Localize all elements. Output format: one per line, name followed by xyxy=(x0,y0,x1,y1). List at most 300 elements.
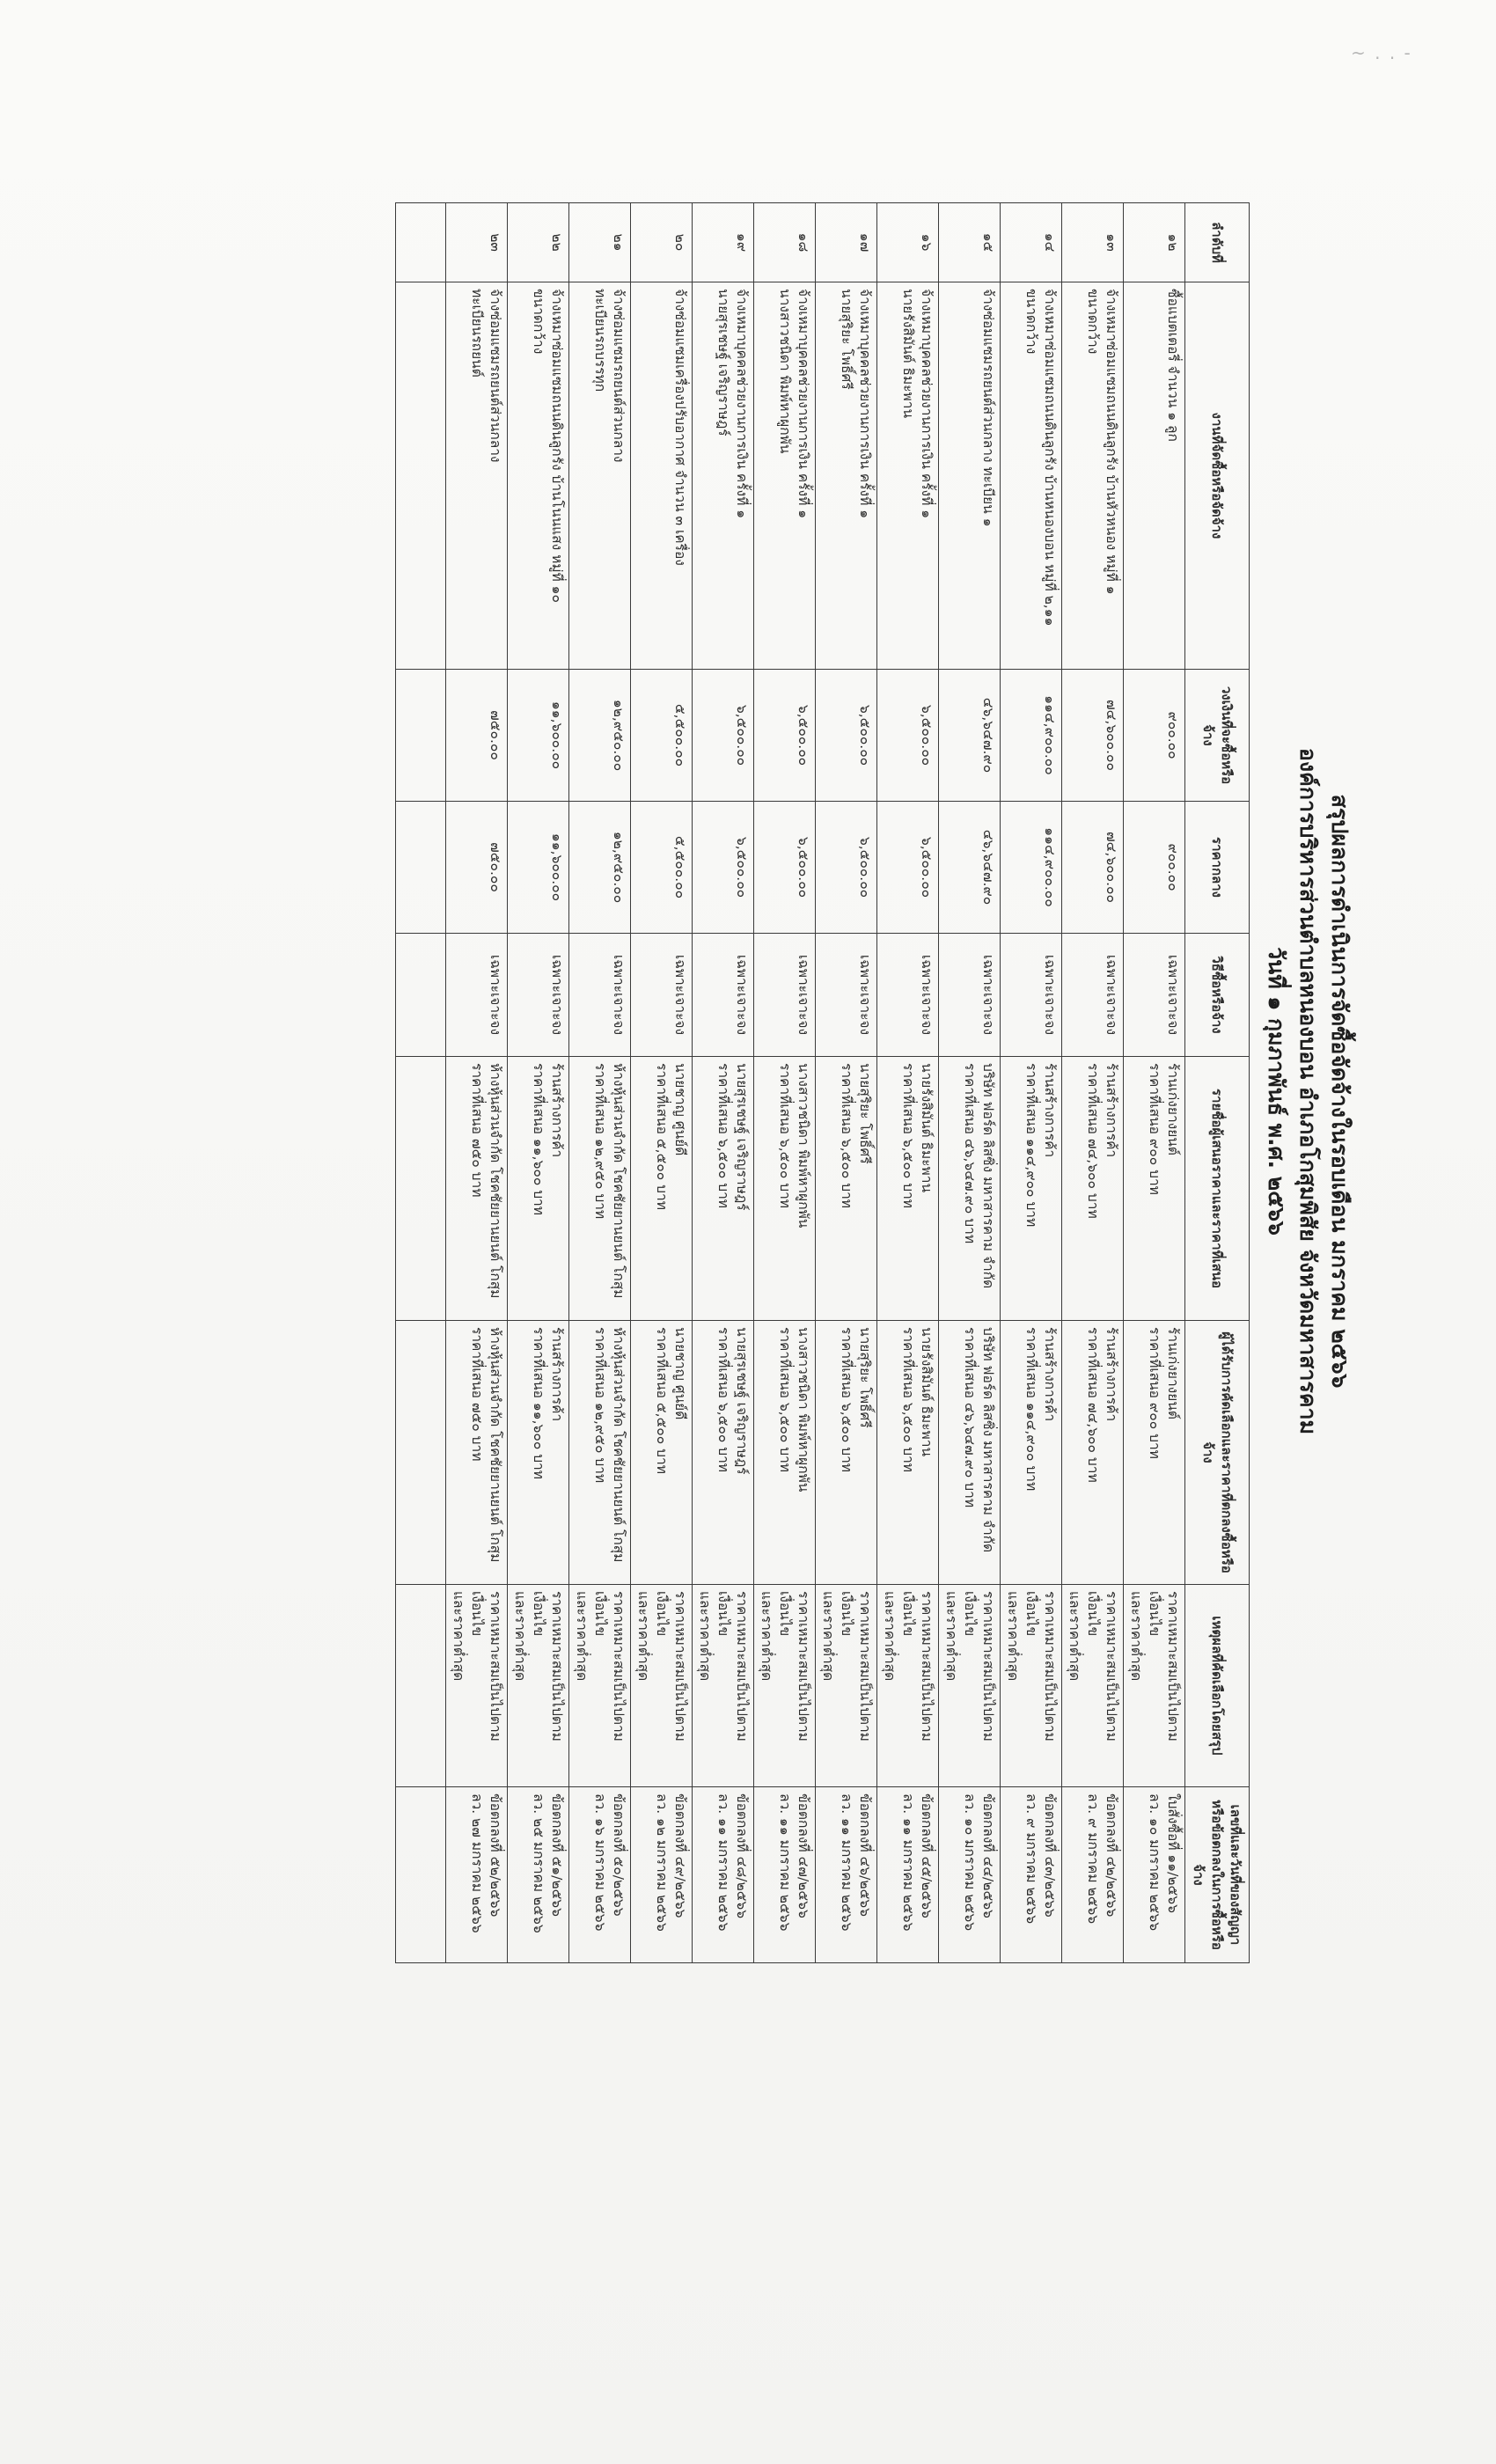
cell-reason xyxy=(877,1585,939,1787)
cell-method xyxy=(569,934,631,1057)
cell-contract-text: ข้อตกลงที่ ๔๘/๒๕๖๖ xyxy=(734,1793,750,1919)
cell-reason-text: ราคาเหมาะสมเป็นไปตามเงื่อนไข xyxy=(839,1591,873,1742)
cell-reason-text: ราคาเหมาะสมเป็นไปตามเงื่อนไข xyxy=(1023,1591,1058,1742)
cell-reason-text-line2: และราคาต่ำสุด xyxy=(943,1591,959,1682)
cell-method-text: เฉพาะเจาะจง xyxy=(796,954,811,1036)
cell-budget-text: ๔๖,๖๔๗.๙๐ xyxy=(980,697,996,774)
cell-winner-text: ร้านสร้างการค้า xyxy=(1042,1327,1058,1422)
cell-method-text: เฉพาะเจาะจง xyxy=(1104,954,1119,1036)
cell-contract-text-line2: ลว. ๑๑ มกราคม ๒๕๖๖ xyxy=(777,1793,793,1932)
cell-winner-text-line2: ราคาที่เสนอ ๑๒,๙๕๐ บาท xyxy=(592,1327,608,1484)
cell-median-price-text: ๑๒,๙๕๐.๐๐ xyxy=(611,831,627,904)
cell-winner-text: นางสาวชนิดา พิมพ์หาผูกพัน xyxy=(796,1327,811,1492)
cell-contract-text-line2: ลว. ๙ มกราคม ๒๕๖๖ xyxy=(1023,1793,1039,1925)
cell-item-text: จ้างเหมาบุคคลช่วยงานการเงิน ครั้งที่ ๑ xyxy=(919,289,935,519)
cell-budget xyxy=(816,670,877,802)
cell-method xyxy=(877,934,939,1057)
cell-item-text-line2: นายสุริยะ โพธิ์ศรี xyxy=(839,289,854,390)
cell-method-text: เฉพาะเจาะจง xyxy=(672,954,688,1036)
cell-no xyxy=(508,203,569,282)
cell-contract-text-line2: ลว. ๑๑ มกราคม ๒๕๖๖ xyxy=(715,1793,731,1932)
cell-contract-text: ข้อตกลงที่ ๔๓/๒๕๖๖ xyxy=(1042,1793,1058,1918)
cell-bidders-text-line2: ราคาที่เสนอ ๗๔,๖๐๐ บาท xyxy=(1085,1063,1101,1219)
cell-no xyxy=(446,203,508,282)
cell-bidders xyxy=(1124,1057,1185,1321)
cell-budget xyxy=(508,670,569,802)
cell-no xyxy=(569,203,631,282)
cell-method-text: เฉพาะเจาะจง xyxy=(611,954,627,1036)
cell-contract-text: ข้อตกลงที่ ๔๔/๒๕๖๖ xyxy=(980,1793,996,1918)
cell-contract xyxy=(631,1787,693,1963)
cell-item-text: จ้างเหมาซ่อมแซมถนนดินลูกรัง บ้านหัวหนอง หมู่ที่ ๑ xyxy=(1104,289,1119,595)
cell-budget-text: ๙๐๐.๐๐ xyxy=(1165,711,1181,759)
cell-median-price-text: ๖,๕๐๐.๐๐ xyxy=(857,836,873,898)
cell-median-price xyxy=(877,802,939,934)
cell-winner-text-line2: ราคาที่เสนอ ๙๐๐ บาท xyxy=(1147,1327,1162,1459)
cell-method xyxy=(816,934,877,1057)
cell-contract-text: ใบสั่งซื้อที่ ๑๑/๒๕๖๖ xyxy=(1165,1793,1181,1913)
cell-budget xyxy=(569,670,631,802)
cell-median-price-text: ๑๑๔,๙๐๐.๐๐ xyxy=(1042,827,1058,907)
cell-item-text-line2: ขนาดกว้าง xyxy=(1085,289,1101,355)
procurement-table xyxy=(395,202,1250,1963)
cell-budget xyxy=(1062,670,1124,802)
cell-item xyxy=(816,282,877,670)
cell-no-text: ๒๓ xyxy=(488,233,503,252)
cell-no xyxy=(877,203,939,282)
cell-reason-text: ราคาเหมาะสมเป็นไปตามเงื่อนไข xyxy=(962,1591,996,1742)
cell-method-text: เฉพาะเจาะจง xyxy=(1165,954,1181,1036)
cell-reason-text: ราคาเหมาะสมเป็นไปตามเงื่อนไข xyxy=(777,1591,811,1742)
cell-budget-text: ๕,๕๐๐.๐๐ xyxy=(672,703,688,767)
cell-reason-text-line2: และราคาต่ำสุด xyxy=(512,1591,528,1682)
table-header-row xyxy=(1185,203,1250,1963)
cell-reason xyxy=(631,1585,693,1787)
cell-reason xyxy=(1062,1585,1124,1787)
table-row xyxy=(569,203,631,1963)
cell-bidders-text: ร้านเก่งยางยนต์ xyxy=(1165,1063,1181,1155)
cell-no-text: ๑๕ xyxy=(980,232,996,253)
cell-no xyxy=(693,203,754,282)
cell-contract-text-line2: ลว. ๑๒ มกราคม ๒๕๖๖ xyxy=(654,1793,670,1932)
empty-row xyxy=(396,203,446,1963)
column-header-budget: วงเงินที่จะซื้อหรือจ้าง xyxy=(1185,670,1250,802)
cell-no xyxy=(1124,203,1185,282)
cell-median-price xyxy=(508,802,569,934)
cell-method xyxy=(1124,934,1185,1057)
cell-bidders-text: ร้านสร้างการค้า xyxy=(1104,1063,1119,1158)
cell-contract-text: ข้อตกลงที่ ๕๒/๒๕๖๖ xyxy=(488,1793,503,1918)
cell-bidders-text: ร้านสร้างการค้า xyxy=(1042,1063,1058,1158)
cell-item-text: จ้างซ่อมแซมรถยนต์ส่วนกลาง xyxy=(611,289,627,463)
cell-method xyxy=(508,934,569,1057)
table-row xyxy=(631,203,693,1963)
cell-reason-text-line2: และราคาต่ำสุด xyxy=(820,1591,836,1682)
cell-winner xyxy=(816,1321,877,1585)
empty-cell xyxy=(396,1585,446,1787)
cell-contract xyxy=(1062,1787,1124,1963)
cell-median-price xyxy=(569,802,631,934)
cell-median-price xyxy=(816,802,877,934)
cell-winner xyxy=(754,1321,816,1585)
cell-median-price xyxy=(1062,802,1124,934)
cell-reason xyxy=(569,1585,631,1787)
cell-median-price xyxy=(693,802,754,934)
cell-method xyxy=(631,934,693,1057)
cell-winner-text: ร้านสร้างการค้า xyxy=(549,1327,565,1422)
cell-winner-text: นายสุรเชษฐ์ เจริญราษฎร์ xyxy=(734,1327,750,1475)
cell-item xyxy=(1001,282,1062,670)
table-body xyxy=(396,203,1185,1963)
cell-method xyxy=(1001,934,1062,1057)
table-row xyxy=(1001,203,1062,1963)
cell-reason-text: ราคาเหมาะสมเป็นไปตามเงื่อนไข xyxy=(1147,1591,1181,1742)
cell-bidders-text: ห้างหุ้นส่วนจำกัด โชคชัยยานยนต์ โกสุม xyxy=(611,1063,627,1299)
table-row xyxy=(939,203,1001,1963)
cell-reason-text: ราคาเหมาะสมเป็นไปตามเงื่อนไข xyxy=(900,1591,935,1742)
cell-median-price xyxy=(939,802,1001,934)
empty-cell xyxy=(396,1787,446,1963)
cell-reason-text-line2: และราคาต่ำสุด xyxy=(759,1591,774,1682)
cell-bidders-text-line2: ราคาที่เสนอ ๙๐๐ บาท xyxy=(1147,1063,1162,1195)
cell-item xyxy=(446,282,508,670)
cell-bidders-text-line2: ราคาที่เสนอ ๗๕๐ บาท xyxy=(469,1063,485,1198)
cell-winner xyxy=(693,1321,754,1585)
cell-bidders-text-line2: ราคาที่เสนอ ๑๑,๖๐๐ บาท xyxy=(531,1063,546,1215)
cell-bidders xyxy=(446,1057,508,1321)
empty-cell xyxy=(396,670,446,802)
table-row xyxy=(816,203,877,1963)
cell-item xyxy=(1062,282,1124,670)
table-row xyxy=(877,203,939,1963)
cell-no-text: ๑๙ xyxy=(734,232,750,253)
cell-reason xyxy=(816,1585,877,1787)
cell-bidders-text-line2: ราคาที่เสนอ ๖,๕๐๐ บาท xyxy=(839,1063,854,1209)
cell-winner-text-line2: ราคาที่เสนอ ๗๔,๖๐๐ บาท xyxy=(1085,1327,1101,1483)
cell-reason-text-line2: และราคาต่ำสุด xyxy=(451,1591,466,1682)
cell-budget-text: ๖,๕๐๐.๐๐ xyxy=(734,704,750,766)
cell-contract-text: ข้อตกลงที่ ๕๑/๒๕๖๖ xyxy=(549,1793,565,1917)
cell-bidders-text: บริษัท ฟอร์ด ลิสซิ่ง มหาสารคาม จำกัด xyxy=(980,1063,996,1289)
empty-cell xyxy=(396,203,446,282)
cell-item-text: จ้างเหมาบุคคลช่วยงานการเงิน ครั้งที่ ๑ xyxy=(857,289,873,519)
cell-median-price xyxy=(631,802,693,934)
cell-budget-text: ๖,๕๐๐.๐๐ xyxy=(919,704,935,766)
cell-median-price-text: ๙๐๐.๐๐ xyxy=(1165,843,1181,891)
table-row xyxy=(754,203,816,1963)
cell-contract-text-line2: ลว. ๑๐ มกราคม ๒๕๖๖ xyxy=(1147,1793,1162,1932)
cell-median-price xyxy=(1124,802,1185,934)
cell-reason xyxy=(754,1585,816,1787)
cell-reason xyxy=(1124,1585,1185,1787)
table-row xyxy=(1124,203,1185,1963)
cell-budget xyxy=(693,670,754,802)
cell-item-text-line2: นายสุรเชษฐ์ เจริญราษฎร์ xyxy=(715,289,731,436)
document-date: วันที่ ๑ กุมภาพันธ์ พ.ศ. ๒๕๖๖ xyxy=(1264,947,1289,1236)
cell-no xyxy=(939,203,1001,282)
cell-no-text: ๒๐ xyxy=(672,233,688,252)
cell-method-text: เฉพาะเจาะจง xyxy=(488,954,503,1036)
cell-bidders xyxy=(569,1057,631,1321)
cell-bidders xyxy=(939,1057,1001,1321)
cell-winner xyxy=(1124,1321,1185,1585)
cell-bidders xyxy=(1001,1057,1062,1321)
cell-reason-text: ราคาเหมาะสมเป็นไปตามเงื่อนไข xyxy=(592,1591,627,1742)
cell-winner xyxy=(508,1321,569,1585)
cell-bidders xyxy=(816,1057,877,1321)
cell-bidders-text-line2: ราคาที่เสนอ ๔๖,๖๔๗.๙๐ บาท xyxy=(962,1063,978,1244)
cell-item-text: จ้างเหมาบุคคลช่วยงานการเงิน ครั้งที่ ๑ xyxy=(796,289,811,519)
cell-budget xyxy=(446,670,508,802)
cell-reason xyxy=(446,1585,508,1787)
scan-mark: ~ . . - xyxy=(1351,42,1412,63)
cell-winner-text-line2: ราคาที่เสนอ ๖,๕๐๐ บาท xyxy=(839,1327,854,1473)
cell-reason-text: ราคาเหมาะสมเป็นไปตามเงื่อนไข xyxy=(469,1591,503,1742)
cell-bidders-text: นายสุรเชษฐ์ เจริญราษฎร์ xyxy=(734,1063,750,1211)
cell-item-text-line2: นายรังสิมันต์ ธิมะพาน xyxy=(900,289,916,419)
cell-item xyxy=(569,282,631,670)
cell-reason-text-line2: และราคาต่ำสุด xyxy=(697,1591,713,1682)
cell-winner-text-line2: ราคาที่เสนอ ๖,๕๐๐ บาท xyxy=(777,1327,793,1473)
cell-method-text: เฉพาะเจาะจง xyxy=(919,954,935,1036)
cell-method-text: เฉพาะเจาะจง xyxy=(734,954,750,1036)
cell-reason-text: ราคาเหมาะสมเป็นไปตามเงื่อนไข xyxy=(531,1591,565,1742)
cell-bidders-text-line2: ราคาที่เสนอ ๖,๕๐๐ บาท xyxy=(777,1063,793,1209)
cell-bidders xyxy=(754,1057,816,1321)
table-row xyxy=(508,203,569,1963)
cell-no xyxy=(816,203,877,282)
cell-no-text: ๑๘ xyxy=(796,232,811,253)
empty-cell xyxy=(396,802,446,934)
cell-no-text: ๑๒ xyxy=(1165,233,1181,252)
cell-winner xyxy=(1062,1321,1124,1585)
cell-item-text: ซื้อแบตเตอรี่ จำนวน ๑ ลูก xyxy=(1165,289,1181,442)
cell-winner-text-line2: ราคาที่เสนอ ๑๑,๖๐๐ บาท xyxy=(531,1327,546,1479)
cell-contract xyxy=(816,1787,877,1963)
cell-median-price-text: ๖,๕๐๐.๐๐ xyxy=(734,836,750,898)
cell-bidders-text: นางสาวชนิดา พิมพ์หาผูกพัน xyxy=(796,1063,811,1228)
cell-method-text: เฉพาะเจาะจง xyxy=(857,954,873,1036)
cell-bidders-text: นายชาญ ศูนย์ดี xyxy=(672,1063,688,1156)
cell-contract-text: ข้อตกลงที่ ๔๖/๒๕๖๖ xyxy=(857,1793,873,1917)
cell-bidders-text-line2: ราคาที่เสนอ ๖,๕๐๐ บาท xyxy=(900,1063,916,1209)
column-header-no: ลำดับที่ xyxy=(1185,203,1250,282)
cell-bidders xyxy=(508,1057,569,1321)
cell-bidders-text-line2: ราคาที่เสนอ ๕,๕๐๐ บาท xyxy=(654,1063,670,1210)
cell-winner xyxy=(631,1321,693,1585)
cell-no-text: ๑๖ xyxy=(919,233,935,252)
cell-budget xyxy=(877,670,939,802)
cell-no-text: ๒๒ xyxy=(549,233,565,252)
cell-item-text-line2: ทะเบียนรถยนต์ xyxy=(469,289,485,378)
cell-median-price xyxy=(754,802,816,934)
empty-cell xyxy=(396,1057,446,1321)
cell-median-price-text: ๕,๕๐๐.๐๐ xyxy=(672,835,688,899)
cell-winner xyxy=(877,1321,939,1585)
cell-bidders xyxy=(631,1057,693,1321)
cell-bidders-text-line2: ราคาที่เสนอ ๖,๕๐๐ บาท xyxy=(715,1063,731,1209)
cell-item-text-line2: นางสาวชนิดา พิมพ์หาผูกพัน xyxy=(777,289,793,454)
table-row xyxy=(693,203,754,1963)
cell-item-text-line2: ทะเบียนรถบรรทุก xyxy=(592,289,608,392)
cell-winner-text-line2: ราคาที่เสนอ ๖,๕๐๐ บาท xyxy=(900,1327,916,1473)
cell-median-price-text: ๖,๕๐๐.๐๐ xyxy=(796,836,811,898)
cell-budget-text: ๖,๕๐๐.๐๐ xyxy=(857,704,873,766)
cell-reason-text: ราคาเหมาะสมเป็นไปตามเงื่อนไข xyxy=(715,1591,750,1742)
cell-contract-text: ข้อตกลงที่ ๔๒/๒๕๖๖ xyxy=(1104,1793,1119,1918)
column-header-bidders: รายชื่อผู้เสนอราคาและราคาที่เสนอ xyxy=(1185,1057,1250,1321)
empty-cell xyxy=(396,934,446,1057)
cell-bidders xyxy=(877,1057,939,1321)
cell-median-price-text: ๖,๕๐๐.๐๐ xyxy=(919,836,935,898)
cell-winner-text: บริษัท ฟอร์ด ลิสซิ่ง มหาสารคาม จำกัด xyxy=(980,1327,996,1553)
cell-winner-text: ห้างหุ้นส่วนจำกัด โชคชัยยานยนต์ โกสุม xyxy=(611,1327,627,1563)
cell-contract xyxy=(1001,1787,1062,1963)
cell-budget-text: ๗๕๐.๐๐ xyxy=(488,710,503,760)
cell-item-text: จ้างเหมาบุคคลช่วยงานการเงิน ครั้งที่ ๑ xyxy=(734,289,750,519)
cell-no-text: ๑๗ xyxy=(857,232,873,253)
cell-budget xyxy=(754,670,816,802)
cell-budget-text: ๖,๕๐๐.๐๐ xyxy=(796,704,811,766)
cell-budget xyxy=(631,670,693,802)
cell-contract xyxy=(754,1787,816,1963)
document-header xyxy=(1250,202,1355,1980)
cell-no xyxy=(1062,203,1124,282)
empty-cell xyxy=(396,282,446,670)
cell-bidders-text-line2: ราคาที่เสนอ ๑๑๔,๙๐๐ บาท xyxy=(1023,1063,1039,1228)
cell-no-text: ๑๔ xyxy=(1042,232,1058,253)
column-header-reason: เหตุผลที่คัดเลือกโดยสรุป xyxy=(1185,1585,1250,1787)
cell-item xyxy=(1124,282,1185,670)
cell-winner-text-line2: ราคาที่เสนอ ๑๑๔,๙๐๐ บาท xyxy=(1023,1327,1039,1492)
cell-item-text: จ้างเหมาซ่อมแซมถนนดินลูกรัง บ้านโนนแสง หมู่ที่ ๑๐ xyxy=(549,289,565,603)
cell-winner xyxy=(446,1321,508,1585)
cell-bidders-text: ห้างหุ้นส่วนจำกัด โชคชัยยานยนต์ โกสุม xyxy=(488,1063,503,1299)
cell-item xyxy=(754,282,816,670)
cell-budget-text: ๑๒,๙๕๐.๐๐ xyxy=(611,699,627,772)
rotated-document xyxy=(451,202,1355,1980)
cell-reason-text-line2: และราคาต่ำสุด xyxy=(882,1591,898,1682)
cell-contract xyxy=(569,1787,631,1963)
cell-contract xyxy=(877,1787,939,1963)
cell-reason-text-line2: และราคาต่ำสุด xyxy=(1128,1591,1144,1682)
cell-item xyxy=(939,282,1001,670)
cell-reason-text-line2: และราคาต่ำสุด xyxy=(574,1591,590,1682)
cell-bidders xyxy=(693,1057,754,1321)
cell-no xyxy=(1001,203,1062,282)
cell-item xyxy=(508,282,569,670)
cell-contract-text-line2: ลว. ๑๐ มกราคม ๒๕๖๖ xyxy=(962,1793,978,1932)
cell-contract-text-line2: ลว. ๒๕ มกราคม ๒๕๖๖ xyxy=(531,1793,546,1933)
cell-method xyxy=(446,934,508,1057)
cell-no xyxy=(754,203,816,282)
cell-contract-text-line2: ลว. ๙ มกราคม ๒๕๖๖ xyxy=(1085,1793,1101,1925)
cell-item-text: จ้างเหมาซ่อมแซมถนนดินลูกรัง บ้านหนองบอน หมู่ที่ ๒,๑๑ xyxy=(1042,289,1058,627)
table-row xyxy=(1062,203,1124,1963)
cell-item-text-line2: ขนาดกว้าง xyxy=(531,289,546,355)
cell-reason-text-line2: และราคาต่ำสุด xyxy=(1067,1591,1082,1682)
cell-contract-text-line2: ลว. ๑๑ มกราคม ๒๕๖๖ xyxy=(900,1793,916,1932)
cell-median-price-text: ๗๔,๖๐๐.๐๐ xyxy=(1104,832,1119,903)
cell-reason xyxy=(508,1585,569,1787)
cell-contract-text-line2: ลว. ๑๑ มกราคม ๒๕๖๖ xyxy=(839,1793,854,1932)
cell-contract-text-line2: ลว. ๑๖ มกราคม ๒๕๖๖ xyxy=(592,1793,608,1932)
cell-median-price-text: ๗๕๐.๐๐ xyxy=(488,842,503,892)
cell-method-text: เฉพาะเจาะจง xyxy=(980,954,996,1036)
cell-item xyxy=(693,282,754,670)
cell-winner-text: ห้างหุ้นส่วนจำกัด โชคชัยยานยนต์ โกสุม xyxy=(488,1327,503,1563)
cell-bidders xyxy=(1062,1057,1124,1321)
cell-winner-text: นายสุริยะ โพธิ์ศรี xyxy=(857,1327,873,1428)
cell-reason xyxy=(939,1585,1001,1787)
document-title: สรุปผลการดำเนินการจัดซื้อจัดจ้างในรอบเดือน มกราคม ๒๕๖๖ xyxy=(1327,794,1353,1389)
cell-contract xyxy=(693,1787,754,1963)
cell-winner-text-line2: ราคาที่เสนอ ๔๖,๖๔๗.๙๐ บาท xyxy=(962,1327,978,1508)
cell-contract xyxy=(508,1787,569,1963)
cell-contract-text: ข้อตกลงที่ ๔๕/๒๕๖๖ xyxy=(919,1793,935,1918)
cell-contract xyxy=(446,1787,508,1963)
cell-contract xyxy=(1124,1787,1185,1963)
cell-reason-text-line2: และราคาต่ำสุด xyxy=(635,1591,651,1682)
cell-winner-text-line2: ราคาที่เสนอ ๖,๕๐๐ บาท xyxy=(715,1327,731,1473)
cell-reason xyxy=(693,1585,754,1787)
cell-no-text: ๑๓ xyxy=(1104,233,1119,252)
cell-bidders-text: นายสุริยะ โพธิ์ศรี xyxy=(857,1063,873,1164)
cell-winner-text: ร้านเก่งยางยนต์ xyxy=(1165,1327,1181,1419)
cell-median-price xyxy=(446,802,508,934)
cell-reason xyxy=(1001,1585,1062,1787)
cell-contract-text-line2: ลว. ๒๗ มกราคม ๒๕๖๖ xyxy=(469,1793,485,1933)
cell-winner xyxy=(939,1321,1001,1585)
cell-item-text-line2: ขนาดกว้าง xyxy=(1023,289,1039,355)
cell-item xyxy=(877,282,939,670)
cell-winner xyxy=(569,1321,631,1585)
cell-winner-text-line2: ราคาที่เสนอ ๕,๕๐๐ บาท xyxy=(654,1327,670,1474)
empty-cell xyxy=(396,1321,446,1585)
cell-bidders-text: ร้านสร้างการค้า xyxy=(549,1063,565,1158)
organization-name: องค์การบริหารส่วนตำบลหนองบอน อำเภอโกสุมพิสัย จังหวัดมหาสารคาม xyxy=(1295,747,1321,1435)
cell-reason-text: ราคาเหมาะสมเป็นไปตามเงื่อนไข xyxy=(1085,1591,1119,1742)
cell-no-text: ๒๑ xyxy=(611,233,627,252)
cell-method xyxy=(1062,934,1124,1057)
cell-winner-text: นายชาญ ศูนย์ดี xyxy=(672,1327,688,1420)
cell-reason-text: ราคาเหมาะสมเป็นไปตามเงื่อนไข xyxy=(654,1591,688,1742)
cell-bidders-text-line2: ราคาที่เสนอ ๑๒,๙๕๐ บาท xyxy=(592,1063,608,1220)
cell-contract xyxy=(939,1787,1001,1963)
cell-budget xyxy=(1001,670,1062,802)
column-header-contract: เลขที่และวันที่ของสัญญาหรือข้อตกลงในการซื้อหรือจ้าง xyxy=(1185,1787,1250,1963)
column-header-method: วิธีซื้อหรือจ้าง xyxy=(1185,934,1250,1057)
cell-method xyxy=(693,934,754,1057)
cell-contract-text: ข้อตกลงที่ ๕๐/๒๕๖๖ xyxy=(611,1793,627,1917)
cell-contract-text: ข้อตกลงที่ ๔๙/๒๕๖๖ xyxy=(672,1793,688,1918)
cell-item xyxy=(631,282,693,670)
cell-method-text: เฉพาะเจาะจง xyxy=(549,954,565,1036)
cell-no xyxy=(631,203,693,282)
cell-budget-text: ๑๑๔,๙๐๐.๐๐ xyxy=(1042,695,1058,775)
cell-winner-text: นายรังสิมันต์ ธิมะพาน xyxy=(919,1327,935,1457)
cell-median-price xyxy=(1001,802,1062,934)
column-header-winner: ผู้ได้รับการคัดเลือกและราคาที่ตกลงซื้อหรือจ้าง xyxy=(1185,1321,1250,1585)
cell-winner-text-line2: ราคาที่เสนอ ๗๕๐ บาท xyxy=(469,1327,485,1462)
cell-method-text: เฉพาะเจาะจง xyxy=(1042,954,1058,1036)
cell-contract-text: ข้อตกลงที่ ๔๗/๒๕๖๖ xyxy=(796,1793,811,1918)
cell-item-text: จ้างซ่อมแซมรถยนต์ส่วนกลาง ทะเบียน ๑ xyxy=(980,289,996,527)
column-header-median-price: ราคากลาง xyxy=(1185,802,1250,934)
cell-budget xyxy=(1124,670,1185,802)
cell-winner xyxy=(1001,1321,1062,1585)
cell-budget xyxy=(939,670,1001,802)
